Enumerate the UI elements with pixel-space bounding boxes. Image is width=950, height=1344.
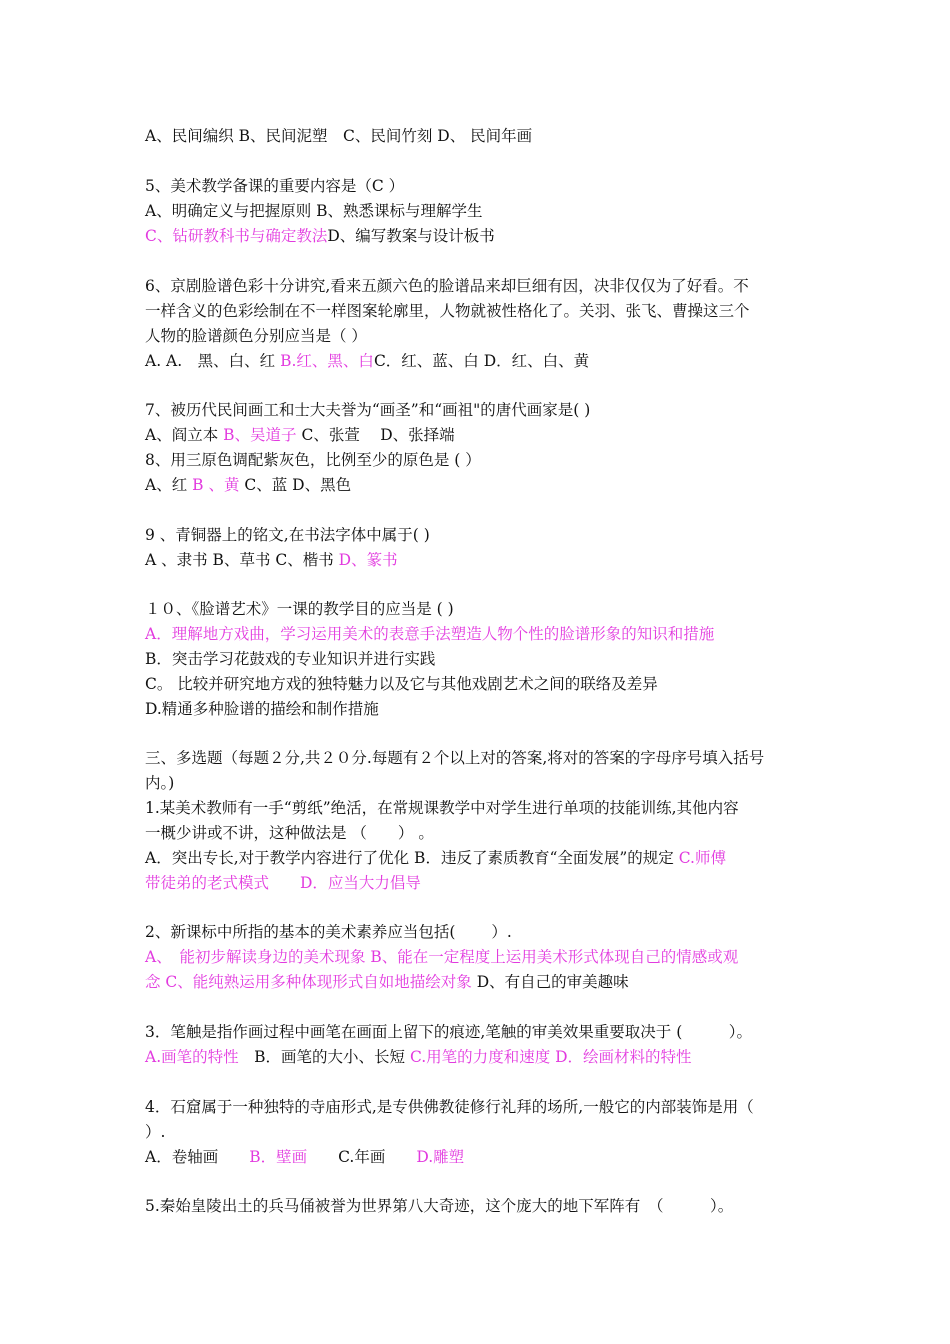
q10-option-c: C。 比较并研究地方戏的独特魅力以及它与其他戏剧艺术之间的联络及差异 — [145, 675, 658, 693]
q8-options — [145, 473, 810, 498]
m1-answer-cd-line2: 带徒弟的老式模式 D．应当大力倡导 — [145, 874, 421, 892]
m1-stem-line2: 一概少讲或不讲，这种做法是 （ ） 。 — [145, 824, 434, 842]
q8-option-cd: C、蓝 D、黑色 — [239, 476, 352, 494]
m1-answer-c-part1: C.师傅 — [678, 849, 726, 867]
m1-option-ab: A．突出专长,对于教学内容进行了优化 B．违反了素质教育“全面发展”的规定 — [145, 849, 679, 867]
q8-option-a: A、红 — [145, 476, 193, 494]
q5-stem: 5、美术教学备课的重要内容是（C ） — [145, 177, 405, 195]
m4-stem-line1: 4．石窟属于一种独特的寺庙形式,是专供佛教徒修行礼拜的场所,一般它的内部装饰是用（ — [145, 1098, 754, 1116]
q10-option-b: B．突击学习花鼓戏的专业知识并进行实践 — [145, 650, 436, 668]
q8-answer-b: B 、黄 — [192, 476, 240, 494]
m3-answer-a: A.画笔的特性 — [145, 1048, 239, 1066]
m3-options — [145, 1045, 810, 1070]
q9-options — [145, 548, 810, 573]
m1-options-line1 — [145, 846, 810, 871]
m4-option-a: A．卷轴画 — [145, 1148, 250, 1166]
q8-stem: 8、用三原色调配紫灰色，比例至少的原色是 ( ） — [145, 451, 481, 469]
m2-answer-ab: A、 能初步解读身边的美术现象 B、能在一定程度上运用美术形式体现自己的情感或观 — [145, 948, 739, 966]
q10-stem: １０、《脸谱艺术》一课的教学目的应当是 ( ) — [145, 600, 454, 618]
q6-stem-line3: 人物的脸谱颜色分别应当是（ ） — [145, 327, 367, 345]
q7-stem: 7、被历代民间画工和士大夫誉为“画圣”和“画祖"的唐代画家是( ) — [145, 401, 591, 419]
m4-answer-b: B．壁画 — [249, 1148, 308, 1166]
q9-stem: 9 、青铜器上的铭文,在书法字体中属于( ) — [145, 526, 430, 544]
q7-answer-b: B、吴道子 — [223, 426, 297, 444]
m5-stem: 5.秦始皇陵出土的兵马俑被誉为世界第八大奇迹，这个庞大的地下军阵有 （ ）。 — [145, 1197, 734, 1215]
m2-option-d: D、有自己的审美趣味 — [471, 973, 629, 991]
q5-options-cd — [145, 224, 810, 249]
q10-answer-a: A．理解地方戏曲，学习运用美术的表意手法塑造人物个性的脸谱形象的知识和措施 — [145, 625, 715, 643]
m3-option-b: B．画笔的大小、长短 — [238, 1048, 410, 1066]
section3-heading-line1: 三、多选题（每题２分,共２０分.每题有２个以上对的答案,将对的答案的字母序号填入括号 — [145, 749, 765, 767]
m2-answer-c: 念 C、能纯熟运用多种体现形式自如地描绘对象 — [145, 973, 472, 991]
q10-option-d: D.精通多种脸谱的描绘和制作措施 — [145, 700, 379, 718]
q5-option-d: D、编写教案与设计板书 — [327, 227, 495, 245]
q9-option-abc: A 、隶书 B、草书 C、楷书 — [145, 551, 339, 569]
section3-heading-line2: 内。) — [145, 774, 175, 792]
m2-stem: 2、新课标中所指的基本的美术素养应当包括( ）. — [145, 923, 512, 941]
m3-stem: 3．笔触是指作画过程中画笔在画面上留下的痕迹,笔触的审美效果重要取决于 ( ）。 — [145, 1023, 753, 1041]
m3-answer-cd: C.用笔的力度和速度 D．绘画材料的特性 — [409, 1048, 692, 1066]
m4-answer-d: D.雕塑 — [416, 1148, 465, 1166]
m4-option-c: C.年画 — [307, 1148, 417, 1166]
q6-stem-line1: 6、京剧脸谱色彩十分讲究,看来五颜六色的脸谱品来却巨细有因，决非仅仅为了好看。不 — [145, 277, 749, 295]
q4-options: A、民间编织 B、民间泥塑 C、民间竹刻 D、 民间年画 — [145, 127, 533, 145]
q6-options — [145, 349, 810, 374]
q9-answer-d: D、篆书 — [338, 551, 398, 569]
q5-options-ab: A、明确定义与把握原则 B、熟悉课标与理解学生 — [145, 202, 483, 220]
q6-answer-b: B.红、黑、白 — [280, 352, 374, 370]
q5-answer-c: C、钻研教科书与确定教法 — [145, 227, 328, 245]
m2-options-line2 — [145, 970, 810, 995]
q7-option-a: A、阎立本 — [145, 426, 224, 444]
m4-options — [145, 1145, 810, 1170]
q7-option-cd: C、张萱 D、张择端 — [296, 426, 455, 444]
q6-stem-line2: 一样含义的色彩绘制在不一样图案轮廓里，人物就被性格化了。关羽、张飞、曹操这三个 — [145, 302, 750, 320]
m4-stem-line2: ）. — [145, 1123, 166, 1141]
q6-option-a: A. A. 黑、白、红 — [145, 352, 281, 370]
m1-stem-line1: 1.某美术教师有一手“剪纸”绝活，在常规课教学中对学生进行单项的技能训练,其他内容 — [145, 799, 739, 817]
q7-options — [145, 423, 810, 448]
q6-option-cd: C．红、蓝、白 D．红、白、黄 — [373, 352, 590, 370]
